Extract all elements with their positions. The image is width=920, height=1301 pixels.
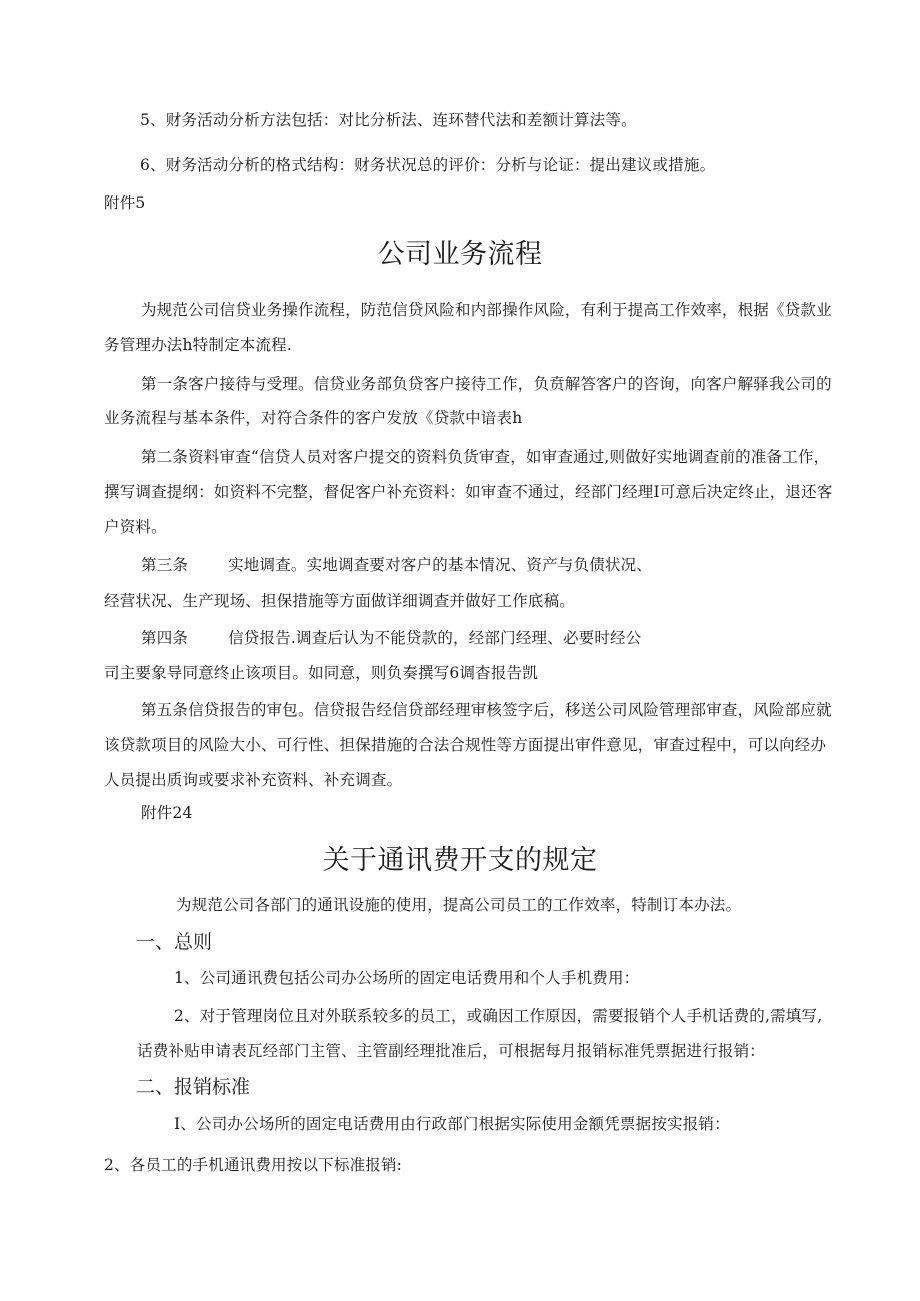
- article-2-line-3: 户资料。: [104, 518, 167, 536]
- general-item-2-line-1: 2、对于管理岗位且对外联系较多的员工，或确因工作原因，需要报销个人手机话费的,需填写,: [174, 1007, 823, 1025]
- article-4-text: 信贷报告.调查后认为不能贷款的，经部门经理、必要时经公: [228, 629, 642, 647]
- article-3-line-1: [141, 555, 652, 575]
- title-communication-fee: 关于通讯费开支的规定: [322, 845, 598, 876]
- title-business-process: 公司业务流程: [377, 239, 543, 270]
- standard-item-2: 2、各员工的手机通讯费用按以下标准报销:: [104, 1156, 403, 1174]
- article-2-line-2: 撰写调查提纲：如资料不完整，督促客户补充资料：如审查不通过，经部门经理I可意后决定终止，退还客: [104, 483, 833, 501]
- annex-label-5: 附件5: [104, 194, 146, 212]
- article-4-line-2: 司主要象导同意终止该项目。如同意，则负奏撰写6调杳报告凯: [104, 664, 538, 682]
- paragraph-analysis-format: 6、财务活动分析的格式结构：财务状况总的评价：分析与论证：提出建议或措施。: [140, 156, 716, 174]
- article-4-line-1: [141, 628, 641, 648]
- heading-general: 一、总则: [136, 931, 213, 953]
- intro-line-1: 为规范公司信贷业务操作流程，防范信贷风险和内部操作风险，有利于提高工作效率，根据《贷款业: [141, 301, 832, 319]
- article-4-label: 第四条: [141, 629, 189, 647]
- general-item-1: 1、公司通讯费包括公司办公场所的固定电话费用和个人手机费用：: [174, 969, 640, 987]
- article-3-line-2: 经营状况、生产现场、担保措施等方面做详细调查并做好工作底稿。: [104, 592, 576, 610]
- heading-reimbursement-standard: 二、报销标准: [136, 1076, 251, 1098]
- article-3-text: 实地调查。实地调查要对客户的基本情况、资产与负债状况、: [228, 556, 653, 574]
- article-1-line-2: 业务流程与基本条件，对符合条件的客户发放《贷款中谙表h: [104, 409, 523, 427]
- section2-intro: 为规范公司各部门的通讯设施的使用，提高公司员工的工作效率，特制订本办法。: [176, 896, 742, 914]
- article-5-line-1: 第五条信贷报告的审包。信贷报告经信贷部经理审核签字后，移送公司风险管理部审查，风险部应就: [141, 701, 832, 719]
- article-2-line-1: 第二条资料审查“信贷人员对客户提交的资料负货审查，如审查通过,则做好实地调查前的准备工作，: [141, 448, 830, 466]
- article-5-line-3: 人员提出质询或要求补充资料、补充调查。: [104, 771, 403, 789]
- article-3-label: 第三条: [141, 556, 189, 574]
- standard-item-1: I、公司办公场所的固定电话费用由行政部门根据实际使用金额凭票据按实报销：: [174, 1115, 730, 1133]
- annex-label-24: 附件24: [141, 804, 193, 822]
- article-5-line-2: 该贷款项目的风险大小、可行性、担保措施的合法合规性等方面提出审件意见，审查过程中，可以向经办: [104, 736, 827, 754]
- intro-line-2: 务管理办法h特制定本流程.: [104, 336, 293, 354]
- paragraph-analysis-methods: 5、财务活动分析方法包括：对比分析法、连环替代法和差额计算法等。: [140, 111, 637, 129]
- general-item-2-line-2: 话费补贴申请表瓦经部门主管、主管副经理批准后，可根据每月报销标准凭票据进行报销：: [137, 1042, 766, 1060]
- article-1-line-1: 第一条客户接待与受理。信贷业务部负贷客户接待工作，负贲解答客户的咨询，向客户解驿我公司的: [141, 375, 832, 393]
